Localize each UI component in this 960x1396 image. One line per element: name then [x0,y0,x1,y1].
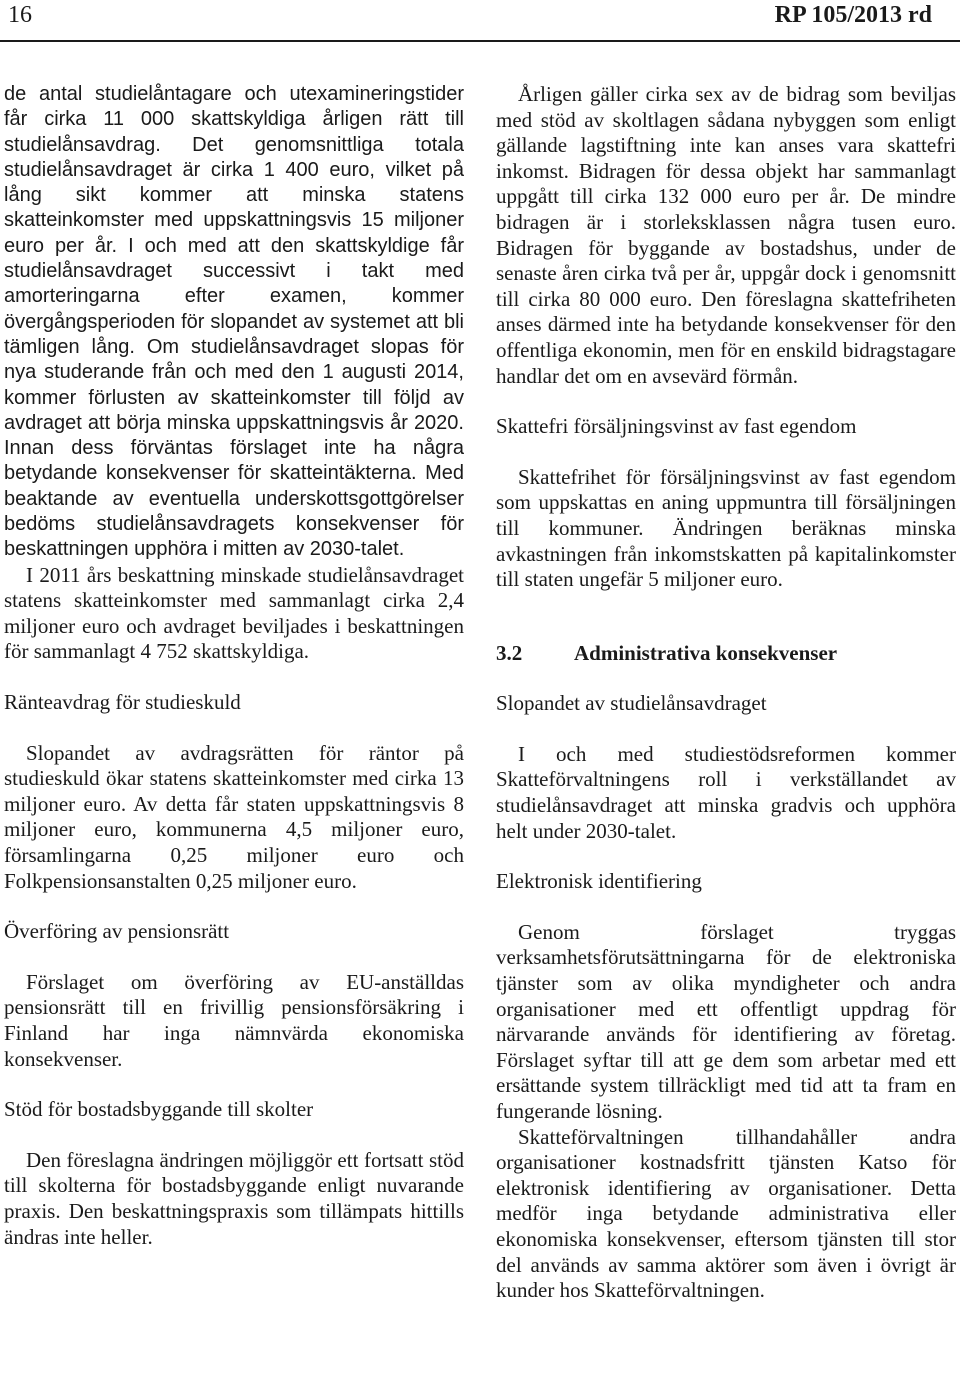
header-rule [0,40,960,42]
heading-pensionsratt: Överföring av pensionsrätt [4,919,230,944]
paragraph-bostadsbyggande: Den föreslagna ändringen möjliggör ett fortsatt stöd till skolterna för bostadsbyggande enligt nuvarande praxis. Den beskattningspraxis som tillämpats hittills ändras inte heller. [4,1147,464,1249]
heading-bostadsbyggande: Stöd för bostadsbyggande till skolter [4,1097,314,1122]
paragraph-katso: Skatteförvaltningen tillhandahåller andra organisationer kostnadsfritt tjänsten Katso för elektronisk identifiering av organisationer. Detta medför inga betydande administrativa eller ekonomiska konsekvenser, eftersom tjänsten till stor del används av samma aktörer som även i övrigt är kunder hos Skatteförvaltningen. [496,1124,956,1303]
heading-slopandet: Slopandet av studielånsavdraget [496,691,767,716]
section-title: Administrativa konsekvenser [574,640,838,665]
heading-elektronisk-identifiering: Elektronisk identifiering [496,869,702,894]
paragraph-2011-taxation: I 2011 års beskattning minskade studielånsavdraget statens skatteinkomster med sammanlagt cirka 2,4 miljoner euro och avdraget beviljades i beskattningen för sammanlagt 4 752 skattskyldiga. [4,562,464,664]
paragraph-pensionsratt: Förslaget om överföring av EU-anställdas pensionsrätt till en frivillig pensionsförsäkring i Finland har inga nämnvärda ekonomiska konsekvenser. [4,969,464,1071]
paragraph-studielan-effects: de antal studielåntagare och utexamineringstider får cirka 11 000 skattskyldiga årligen rätt till studielånsavdrag. Det genomsnittliga totala studielånsavdraget är cirka 1 400 euro, vilket på lång sikt kommer att minska statens skatteinkomster med uppskattningsvis 15 miljoner euro per år. I och med att den skattskyldige får studielånsavdraget successivt i takt med amorteringarna efter examen, kommer övergångsperioden för slopandet av systemet att bli tämligen lång. Om studielånsavdraget slopas för nya studerande från och med den 1 augusti 2014, kommer förlusten av skatteinkomster till följd av avdraget att börja minska uppskattningsvis år 2020. Innan dess förväntas förslaget inte ha några betydande konsekvenser för skatteintäkterna. Med beaktande av eventuella underskottsgottgörelser bedöms studielånsavdragets konsekvenser för beskattningen upphöra i mitten av 2030-talet. [4,83,464,561]
heading-ranteavdrag: Ränteavdrag för studieskuld [4,690,241,715]
paragraph-forsaljningsvinst: Skattefrihet för försäljningsvinst av fast egendom som uppskattas en aning uppmuntra till försäljningen till kommuner. Ändringen beräknas minska avkastningen från inkomstskatten på kapitalinkomster till staten ungefär 5 miljoner euro. [496,464,956,592]
paragraph-elektronisk-identifiering: Genom förslaget tryggas verksamhetsförutsättningarna för de elektroniska tjänster som av olika myndigheter och andra organisationer med ett offentligt uppdrag för närvarande används för identifiering av företag. Förslaget syftar till att ge dem som arbetar med ett ersättande system tillräckligt med tid att ta fram en fungerande lösning. [496,919,956,1123]
heading-forsaljningsvinst: Skattefri försäljningsvinst av fast egendom [496,414,857,439]
left-column [4,82,464,1250]
section-number: 3.2 [496,640,523,665]
section-heading-administrativa [496,641,956,667]
right-column [496,82,956,1304]
paragraph-slopandet: I och med studiestödsreformen kommer Skatteförvaltningens roll i verkställandet av studielånsavdraget att minska gradvis och upphöra helt under 2030-talet. [496,741,956,843]
paragraph-ranteavdrag: Slopandet av avdragsrätten för räntor på studieskuld ökar statens skatteinkomster med cirka 13 miljoner euro. Av detta får staten uppskattningsvis 8 miljoner euro, kommunerna 4,5 miljoner euro, församlingarna 0,25 miljoner euro och Folkpensionsanstalten 0,25 miljoner euro. [4,740,464,893]
paragraph-skolt-bidrag: Årligen gäller cirka sex av de bidrag som beviljas med stöd av skoltlagen sådana nybyggen som enligt gällande lagstiftning inte kan anses vara skattefri inkomst. Bidragen för dessa objekt har sammanlagt uppgått till cirka 132 000 euro per år. De mindre bidragen är i storleksklassen några tusen euro. Bidragen för byggande av bostadshus, under de senaste åren cirka två per år, uppgår dock i genomsnitt till cirka 80 000 euro. Den föreslagna skattefriheten anses därmed inte ha betydande konsekvenser för den offentliga ekonomin, men för en enskild bidragstagare handlar det om en avsevärd förmån. [496,82,956,388]
document-reference: RP 105/2013 rd [774,2,932,28]
page-number: 16 [8,2,32,28]
